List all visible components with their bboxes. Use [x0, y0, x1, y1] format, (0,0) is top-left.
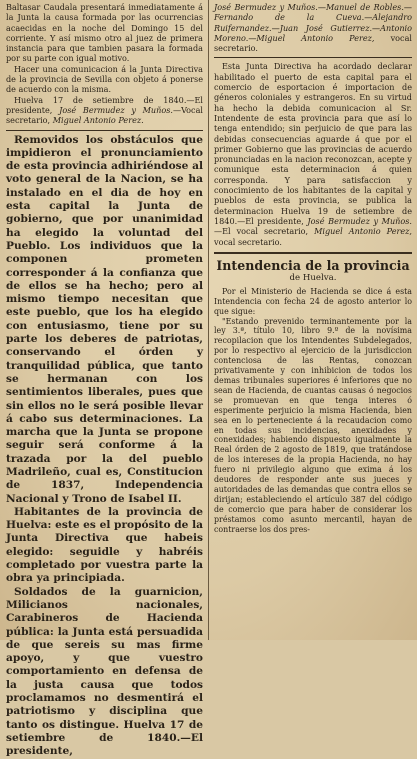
- dateline: Huelva 17 de setiembre de 1840.—El presidente,: [6, 94, 203, 115]
- article-paragraph: "Estando prevenido terminantemente por la ley 3.ª, título 10, libro 9.º de la novísima recopilacion que los Intendentes Subdelegados, por lo respectivo al ejercicio de la jurisdiccion contenciosa de las Rentas, conozcan privativamente y con inhibicion de todos los demas tribunales superiores é inferiores que no sean de Hacienda, de cuantas causas ó negocios se promuevan en que tenga interes ó esperimente perjuicio la misma Hacienda, bien sea en lo perteneciente á la recaudacion como en todas sus incidencias, anexidades y conexidades; habiendo dispuesto igualmente la Real órden de 2 agosto de 1819, que tratándose de los intereses de la propia Hacienda, no hay fuero ni privilegio alguno que exima á los deudores de responder ante sus jueces y autoridades de las demandas que contra ellos se dirijan; estableciendo el artículo 387 del código de comercio que para haber de considerar los préstamos como asunto mercantil, hayan de contraerse los dos pres-: [214, 316, 412, 534]
- article-paragraph: Hacer una comunicacion á la Junta Directiva de la provincia de Sevilla con objeto á ponerse de acuerdo con la misma.: [6, 63, 203, 95]
- section-rule-heavy: [214, 252, 412, 254]
- section-rule: [214, 57, 412, 58]
- right-column: [214, 2, 412, 640]
- signature-president: José Bermudez y Muños.: [307, 215, 412, 226]
- section-rule: [6, 130, 203, 131]
- article-paragraph: Por el Ministerio de Hacienda se dice á esta Intendencia con fecha 24 de agosto anterior lo que sigue:: [214, 286, 412, 316]
- proclamation-paragraph: Removidos los obstáculos que impidieron el pronunciamiento de esta provincia adhiriéndose al voto general de la Nacion, se ha instalado en el dia de hoy en esta capital la Junta de gobierno, que por unanimidad ha elegido la voluntad del Pueblo. Los individuos que la componen prometen corresponder á la confianza que de ellos se ha hecho; pero al mismo tiempo necesitan que este pueblo, que los ha elegido con entusiasmo, tiene por su parte los deberes de patriotas, conservando el órden y tranquilidad pública, que tanto se hermanan con los sentimientos liberales, pues que sin ellos no le será posible llevar á cabo sus determinaciones. La marcha que la Junta se propone seguir será conforme á la trazada por la del pueblo Madrileño, cual es, Constitucion de 1837, Independencia Nacional y Trono de Isabel II.: [6, 133, 203, 505]
- signature-president: José Bermudez y Muños.: [59, 104, 173, 115]
- signatories: José Bermudez y Muños.—Manuel de Robles.—Fernando de la Cueva.—Alejandro Ruifernandez.—Juan José Gutierrez.—Antonio Moreno.—Miguel Antonio Perez,: [214, 2, 412, 43]
- left-column: [6, 2, 203, 758]
- signature-secretary: Miguel Antonio Perez,: [314, 226, 412, 237]
- article-paragraph: [214, 61, 412, 246]
- port-notice-tail: vocal secretario.: [214, 236, 282, 247]
- column-divider: [208, 0, 209, 640]
- section-subheading: de Huelva.: [289, 272, 337, 283]
- dateline-paragraph: [6, 95, 203, 126]
- port-notice-end: —El presidente,: [237, 215, 308, 226]
- proclamation-paragraph: Habitantes de la provincia de Huelva: este es el propósito de la Junta Directiva que habeis elegido: seguidle y habréis completado por vuestra parte la obra ya principiada.: [6, 505, 203, 585]
- dateline-mid: —Vocal secretario,: [6, 104, 203, 126]
- article-paragraph: Baltasar Caudala presentará inmediatamente á la Junta la causa formada por las ocurrencias acaecidas en la noche del Domingo 15 del corriente. Y así mismo otro al juez de primera instancia para que tambien pasara la formada por su parte con igual motivo.: [6, 2, 203, 64]
- port-notice: Esta Junta Directiva ha acordado declarar habilitado el puerto de esta capital para el comercio de esportacion é importacion de géneros coloniales y estrangeros. En su virtud ha hecho la debida comunicacion al Sr. Intendente de esta provincia para que así lo tenga entendido; sin perjuicio de que para las debidas consecuencias aguarde á que por el primer Gobierno que las provincias de acuerdo pronunciadas en la nacion reconozcan, acepte y comunique esta determinacion á quien corresponda. Y para satisfaccion y conocimiento de los habitantes de la capital y pueblos de esta provincia, se publica la determinacion Huelva 19 de setiembre de 1840.: [214, 61, 412, 226]
- signatories-paragraph: [214, 2, 412, 53]
- signature-secretary: Miguel Antonio Perez.: [52, 115, 144, 126]
- section-heading: Intendencia de la provincia: [216, 257, 410, 273]
- signatories-tail: vocal secretario.: [214, 32, 412, 54]
- proclamation-paragraph: Soldados de la guarnicion, Milicianos nacionales, Carabineros de Hacienda pública: la Junta está persuadida de que sereis su mas firme apoyo, y que vuestro comportamiento en defensa de la justa causa que todos proclamamos no desmentirá el patriotismo y disciplina que tanto os distingue. Huelva 17 de setiembre de 1840.—El presidente,: [6, 585, 203, 758]
- port-notice-mid: —El vocal secretario,: [214, 226, 315, 237]
